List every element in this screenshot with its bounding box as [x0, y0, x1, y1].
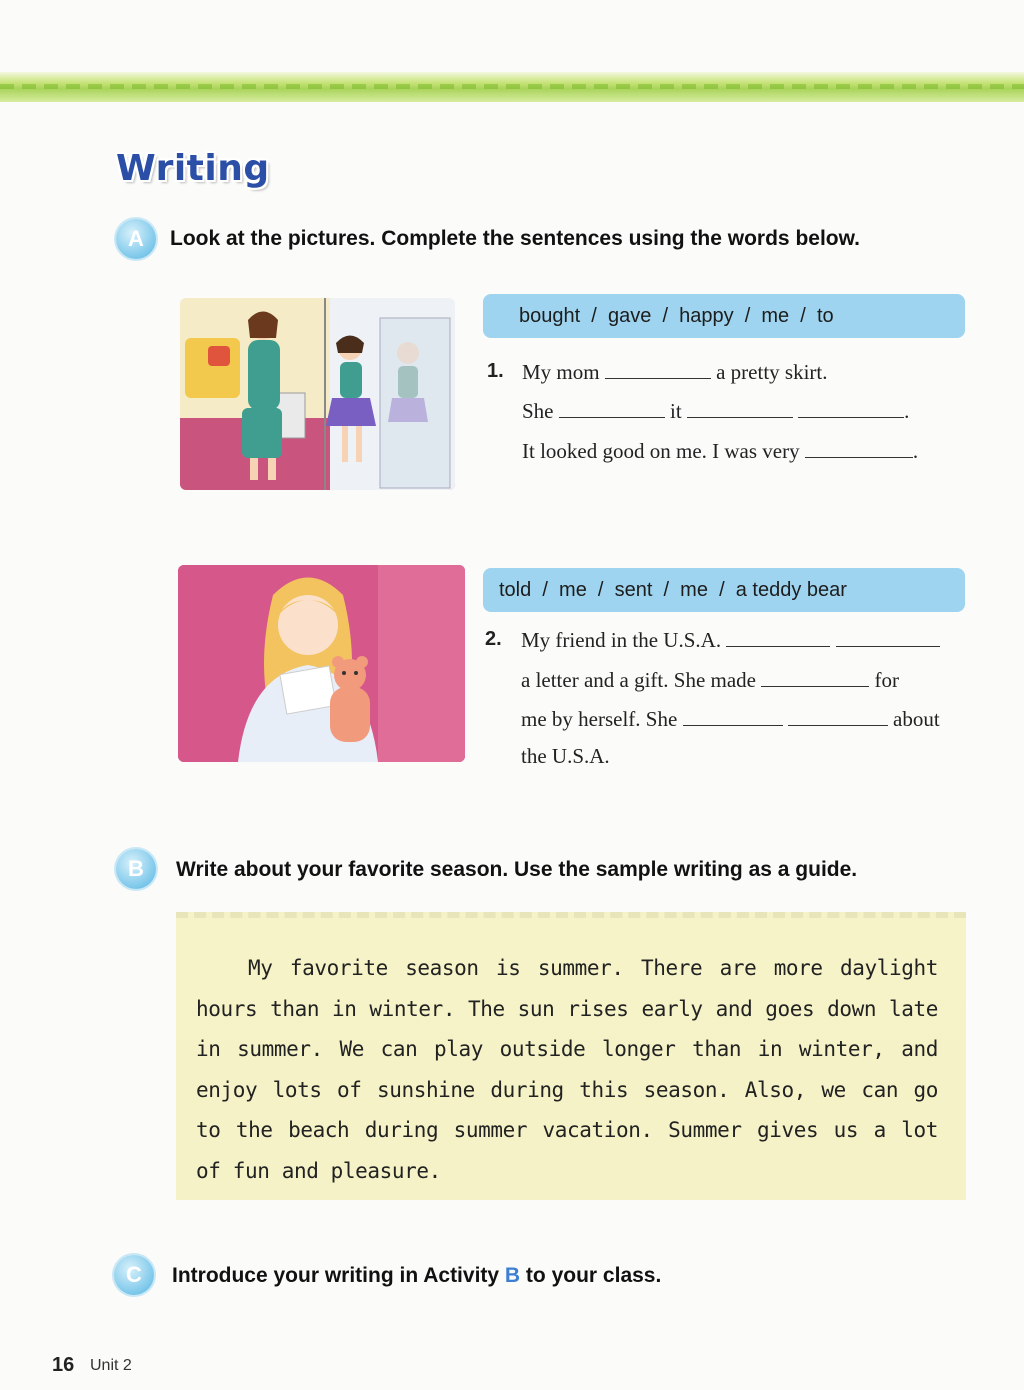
top-decorative-band: [0, 72, 1024, 102]
picture-mom-gives-skirt: [180, 298, 455, 490]
answer-blank[interactable]: [805, 437, 913, 458]
exercise-1-text: a pretty skirt.: [716, 360, 828, 384]
exercise-1-text: It looked good on me. I was very: [522, 439, 800, 463]
answer-blank[interactable]: [798, 397, 904, 418]
activity-b-instruction: Write about your favorite season. Use the sample writing as a guide.: [176, 858, 858, 881]
answer-blank[interactable]: [683, 705, 783, 726]
word-bank-1: bought / gave / happy / me / to: [483, 294, 965, 338]
exercise-2-line-2: [521, 666, 899, 693]
sample-writing-box: [176, 912, 966, 1200]
exercise-2-line-3: [521, 705, 940, 732]
sample-writing-text: My favorite season is summer. There are more daylight hours than in winter. The sun rises early and goes down late in summer. We can play outside longer than in winter, and enjoy lots of sunshine during this season. Also, we can go to the beach during summer vacation. Summer gives us a lot of fun and pleasure.: [196, 956, 938, 1183]
exercise-1-text: .: [912, 439, 919, 463]
activity-c-text: to your class.: [520, 1264, 662, 1287]
answer-blank[interactable]: [836, 626, 940, 647]
activity-c-text: Introduce your writing in Activity: [172, 1264, 505, 1287]
answer-blank[interactable]: [761, 666, 869, 687]
page-number: 16: [52, 1354, 75, 1376]
exercise-2-text: a letter and a gift. She made: [521, 668, 756, 692]
activity-c-instruction: [172, 1264, 661, 1288]
exercise-2-line-1: [521, 626, 940, 653]
activity-c-badge: C: [114, 1255, 154, 1295]
activity-a-instruction: Look at the pictures. Complete the sentences using the words below.: [170, 227, 861, 250]
exercise-1-line-2: [522, 397, 909, 424]
exercise-1-line-3: [522, 437, 918, 464]
activity-c-reference: B: [504, 1264, 521, 1287]
word-bank-2: told / me / sent / me / a teddy bear: [483, 568, 965, 612]
exercise-2-text: about: [893, 707, 940, 731]
exercise-1-line-1: [522, 358, 827, 385]
answer-blank[interactable]: [788, 705, 888, 726]
activity-b-badge: B: [116, 849, 156, 889]
unit-label: Unit 2: [90, 1357, 132, 1374]
exercise-2-number: 2.: [485, 628, 502, 650]
picture-girl-with-teddy-bear: [178, 565, 465, 762]
answer-blank[interactable]: [726, 626, 830, 647]
exercise-1-text: She: [522, 399, 554, 423]
activity-a-badge: A: [116, 219, 156, 259]
exercise-1-number: 1.: [487, 360, 504, 382]
exercise-2-line-4: the U.S.A.: [521, 744, 610, 768]
section-title: Writing: [116, 148, 270, 189]
exercise-2-text: me by herself. She: [521, 707, 678, 731]
exercise-2-text: My friend in the U.S.A.: [521, 628, 722, 652]
exercise-1-text: My mom: [522, 360, 600, 384]
answer-blank[interactable]: [687, 397, 793, 418]
answer-blank[interactable]: [605, 358, 711, 379]
exercise-1-text: it: [670, 399, 682, 423]
exercise-2-text: for: [874, 668, 899, 692]
exercise-1-text: .: [904, 399, 910, 423]
answer-blank[interactable]: [559, 397, 665, 418]
